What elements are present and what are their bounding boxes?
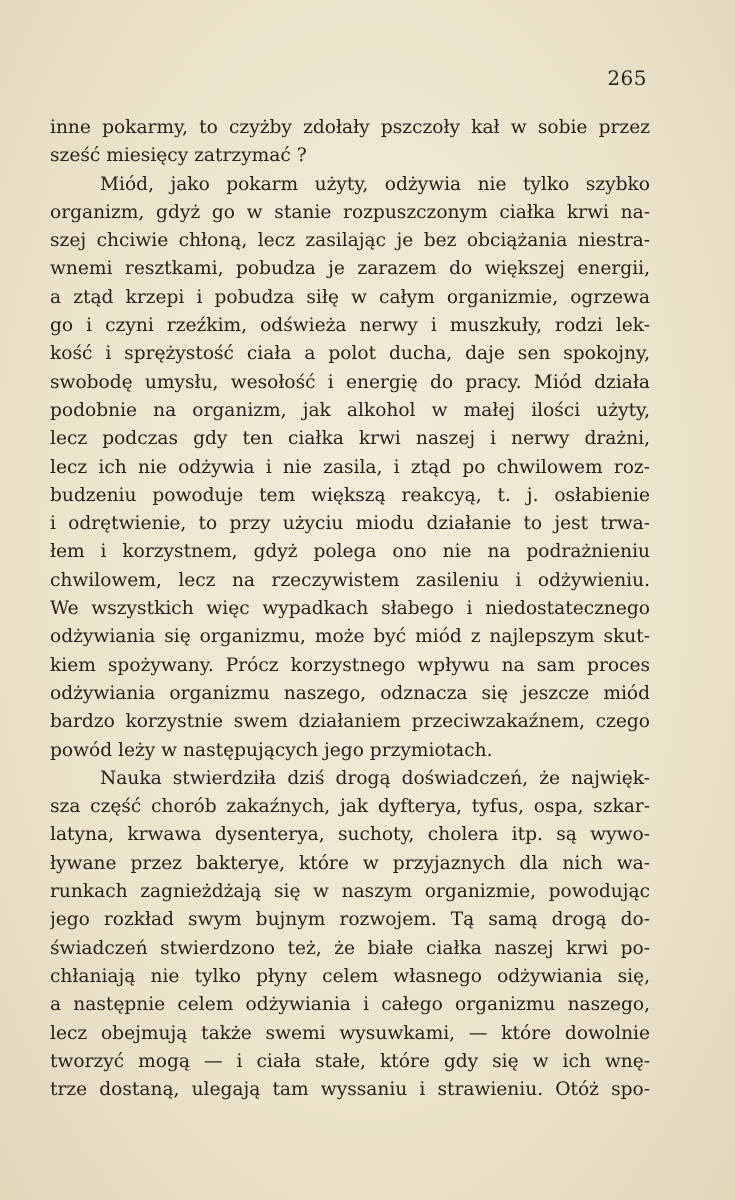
text-line: Miód, jako pokarm użyty, odżywia nie tylko szybko [100, 173, 650, 195]
text-line: szej chciwie chłoną, lecz zasilając je bez obciążania niestra- [50, 230, 650, 252]
text-line: tworzyć mogą — i ciała stałe, które gdy się w ich wnę- [50, 1050, 650, 1072]
text-line: odżywiania organizmu naszego, odznacza się jeszcze miód [50, 682, 650, 704]
text-line: podobnie na organizm, jak alkohol w małej ilości użyty, [50, 399, 650, 421]
text-line: lecz podczas gdy ten ciałka krwi naszej i nerwy drażni, [50, 428, 650, 450]
text-line: kość i sprężystość ciała a polot ducha, daje sen spokojny, [50, 343, 650, 365]
text-line: lecz obejmują także swemi wysuwkami, — które dowolnie [50, 1022, 650, 1044]
text-line: chwilowem, lecz na rzeczywistem zasileniu i odżywieniu. [50, 569, 650, 591]
text-line: świadczeń stwierdzono też, że białe ciałka naszej krwi po- [50, 937, 650, 959]
text-line: budzeniu powoduje tem większą reakcyą, t. j. osłabienie [50, 484, 650, 506]
text-line: latyna, krwawa dysenterya, suchoty, cholera itp. są wywo- [50, 824, 650, 846]
text-line: We wszystkich więc wypadkach słabego i niedostatecznego [50, 598, 650, 620]
text-line: łem i korzystnem, gdyż polega ono nie na podrażnieniu [50, 541, 650, 563]
text-line: ływane przez bakterye, które w przyjaznych dla nich wa- [50, 852, 650, 874]
text-line: runkach zagnieżdżają się w naszym organizmie, powodując [50, 881, 650, 903]
text-line: inne pokarmy, to czyżby zdołały pszczoły kał w sobie przez [50, 117, 650, 138]
text-line: wnemi resztkami, pobudza je zarazem do większej energii, [50, 258, 650, 280]
text-line: a ztąd krzepi i pobudza siłę w całym organizmie, ogrzewa [50, 286, 650, 308]
text-line: a następnie celem odżywiania i całego organizmu naszego, [50, 994, 650, 1016]
body-text [50, 114, 650, 1104]
text-line: trze dostaną, ulegają tam wyssaniu i strawieniu. Otóż spo- [50, 1079, 650, 1101]
text-line: jego rozkład swym bujnym rozwojem. Tą samą drogą do- [50, 909, 650, 931]
text-line: bardzo korzystnie swem działaniem przeciwzakaźnem, czego [50, 711, 650, 733]
text-line: sześć miesięcy zatrzymać ? [50, 145, 307, 167]
text-line: odżywiania się organizmu, może być miód z najlepszym skut- [50, 626, 650, 648]
page-number: 265 [607, 66, 647, 90]
text-line: swobodę umysłu, wesołość i energię do pracy. Miód działa [50, 371, 650, 393]
text-line: i odrętwienie, to przy użyciu miodu działanie to jest trwa- [50, 513, 650, 535]
text-line: kiem spożywany. Prócz korzystnego wpływu na sam proces [50, 654, 650, 676]
text-line: Nauka stwierdziła dziś drogą doświadczeń, że najwięk- [100, 767, 650, 789]
text-line: go i czyni rzeźkim, odświeża nerwy i muszkuły, rodzi lek- [50, 315, 650, 337]
text-line: sza część chorób zakaźnych, jak dyfterya, tyfus, ospa, szkar- [50, 796, 650, 818]
text-line: organizm, gdyż go w stanie rozpuszczonym ciałka krwi na- [50, 201, 650, 223]
text-line: chłaniają nie tylko płyny celem własnego odżywiania się, [50, 965, 650, 987]
text-line: powód leży w następujących jego przymiotach. [50, 739, 493, 761]
text-line: lecz ich nie odżywia i nie zasila, i ztąd po chwilowem roz- [50, 456, 650, 478]
